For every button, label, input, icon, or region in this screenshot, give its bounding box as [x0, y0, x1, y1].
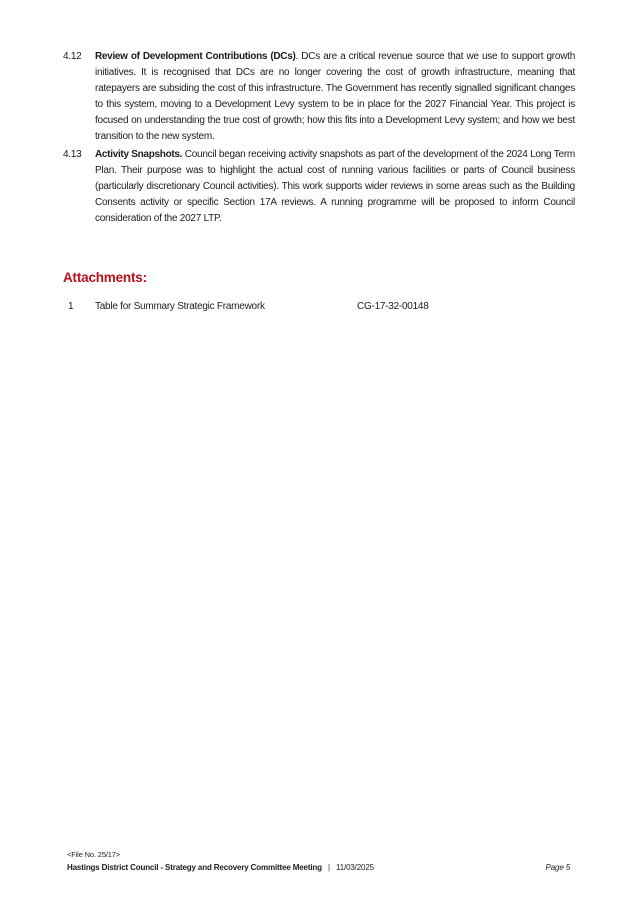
paragraph-4-13: [63, 147, 575, 227]
attachment-row: [63, 300, 575, 314]
paragraph-body: . DCs are a critical revenue source that we use to support growth initiatives. It is recognised that DCs are no longer covering the cost of growth infrastructure, meaning that ratepayers are subsiding the cost of this infrastructure. The Government has recently signalled significant changes to this system, moving to a Development Levy system to be in place for the 2027 Financial Year. This project is focused on understanding the true cost of growth; how this fits into a Development Levy system; and how we best transition to the new system.: [95, 51, 576, 142]
paragraph-4-12: [63, 49, 575, 145]
attachments-heading: Attachments:: [63, 270, 147, 285]
paragraph-body: Council began receiving activity snapshots as part of the development of the 2024 Long Term Plan. Their purpose was to highlight the actual cost of running various facilities or parts of Council business (particularly discretionary Council activities). This work supports wider reviews in some areas such as the Building Consents activity or specific Section 17A reviews. A running programme will be proposed to inform Council consideration of the 2027 LTP.: [95, 149, 575, 224]
paragraph-text: [95, 49, 575, 145]
paragraph-text: [95, 147, 575, 227]
page-number: Page 5: [545, 863, 570, 872]
meeting-title: Hastings District Council - Strategy and Recovery Committee Meeting: [67, 863, 322, 872]
paragraph-number: 4.13: [63, 149, 82, 160]
paragraph-number: 4.12: [63, 51, 82, 62]
attachment-title: Table for Summary Strategic Framework: [95, 301, 265, 312]
page-footer: [67, 849, 570, 874]
footer-meeting-line: [67, 861, 570, 874]
attachment-number: 1: [68, 301, 74, 312]
paragraph-lead-bold: Activity Snapshots.: [95, 149, 183, 160]
document-content: [63, 49, 575, 314]
file-number: <File No. 25/17>: [67, 850, 121, 859]
footer-separator: |: [327, 863, 330, 872]
meeting-date: 11/03/2025: [336, 863, 374, 872]
paragraph-lead-bold: Review of Development Contributions (DCs): [95, 51, 296, 62]
attachment-reference: CG-17-32-00148: [357, 301, 429, 312]
